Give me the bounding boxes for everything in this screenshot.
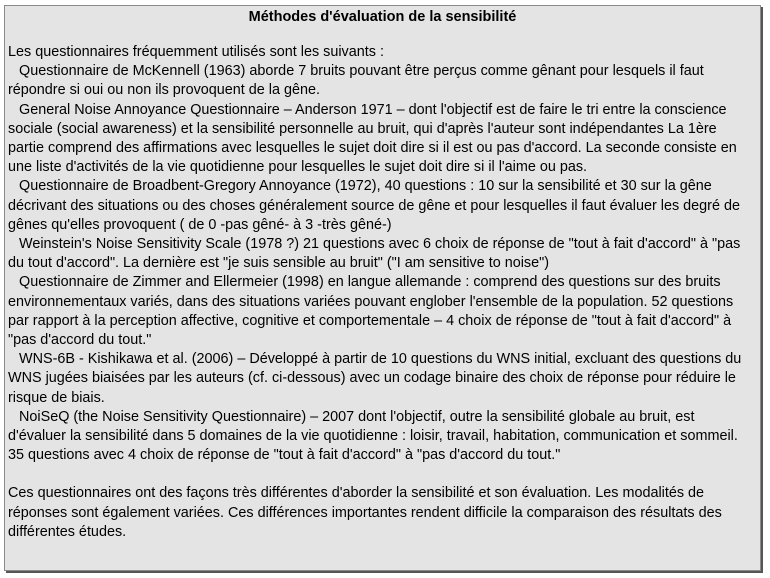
paragraph-spacer (8, 465, 756, 484)
questionnaire-item-noiseq: NoiSeQ (the Noise Sensitivity Questionnaire) – 2007 dont l'objectif, outre la sensibilité globale au bruit, est d'évaluer la sensibilité dans 5 domaines de la vie quotidienne : loisir, travail, habitation, communication et sommeil. 35 questions avec 4 choix de réponse de "tout à fait d'accord" à "pas d'accord du tout." (8, 408, 738, 464)
intro-text: Les questionnaires fréquemment utilisés sont les suivants : (8, 44, 384, 60)
panel-title: Méthodes d'évaluation de la sensibilité (248, 9, 517, 25)
questionnaire-item-weinstein: Weinstein's Noise Sensitivity Scale (1978 ?) 21 questions avec 6 choix de réponse de "tout à fait d'accord" à "pas du tout d'accord". La dernière est "je suis sensible au bruit" ("I am sensitive to noise") (8, 236, 741, 272)
conclusion-text: Ces questionnaires ont des façons très différentes d'aborder la sensibilité et son évaluation. Les modalités de réponses sont également variées. Ces différences importantes rendent difficile la comparaison des résultats des différentes études. (8, 485, 722, 540)
questionnaire-item-mckennell: Questionnaire de McKennell (1963) aborde 7 bruits pouvant être perçus comme gênant pour lesquels il faut répondre si oui ou non ils provoquent de la gêne. (8, 63, 704, 99)
questionnaire-item-zimmer-ellermeier: Questionnaire de Zimmer and Ellermeier (1998) en langue allemande : comprend des questions sur des bruits environnementaux variés, dans des situations variées pouvant englober l'ensemble de la population. 52 questions par rapport à la perception affective, cognitive et comportementale – 4 choix de réponse de "tout à fait d'accord" à "pas d'accord du tout." (8, 274, 734, 349)
questionnaire-item-broadbent-gregory: Questionnaire de Broadbent-Gregory Annoyance (1972), 40 questions : 10 sur la sensibilité et 30 sur la gêne décrivant des situations ou des choses généralement source de gêne et pour lesquelles il faut évaluer les degré de gênes qu'elles provoquent ( de 0 -pas gêné- à 3 -très gêné-) (8, 178, 740, 233)
questionnaire-item-anderson: General Noise Annoyance Questionnaire – Anderson 1971 – dont l'objectif est de faire le tri entre la conscience sociale (social awareness) et la sensibilité personnelle au bruit, qui d'après l'auteur sont indépendantes La 1ère partie comprend des affirmations avec lesquelles le sujet doit dire si il est ou pas d'accord. La seconde consiste en une liste d'activités de la vie quotidienne pour lesquelles le sujet doit dire si il l'aime ou pas. (8, 101, 737, 176)
panel-content (8, 43, 756, 542)
questionnaire-item-wns-6b: WNS-6B - Kishikawa et al. (2006) – Développé à partir de 10 questions du WNS initial, excluant des questions du WNS jugées biaisées par les auteurs (cf. ci-dessous) avec un codage binaire des choix de réponse pour réduire le risque de biais. (8, 351, 742, 406)
text-panel (4, 5, 761, 571)
